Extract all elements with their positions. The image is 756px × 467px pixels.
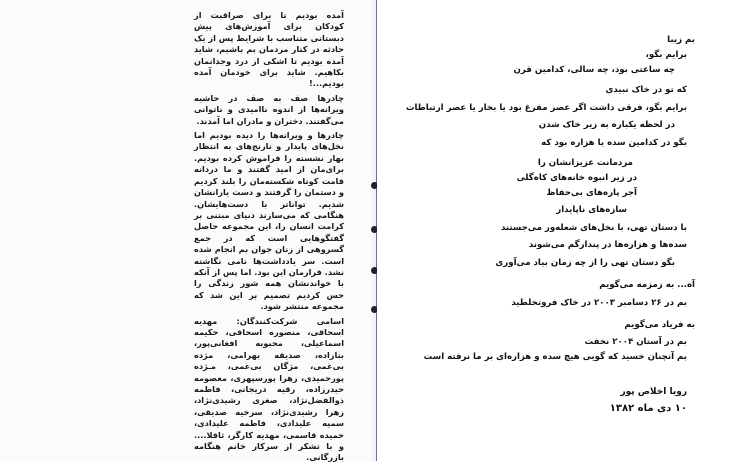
author-signature: رویا اخلاص پور [620,387,687,397]
poem-line: بم در آستان ۲۰۰۴ نخفت [584,337,687,347]
poem-line: مردمانت عزیزانشان را [537,158,633,168]
poem-line: در لحظه یکباره به زیر خاک شدن [538,120,675,130]
poem-line: به فریاد می‌گویم [624,320,695,330]
poem-line: بگو دستان تهی را از چه زمان بیاد می‌آوری [495,258,675,268]
poem-line: آجر پاره‌های بی‌حفاظ [546,188,637,198]
poem-line: بگو در کدامین سده یا هزاره بود که [541,138,687,148]
palms-paragraph: چادرها و ویرانه‌ها را دیده بودیم اما نخل‌های پایدار و نارنج‌های به انتظار بهار نشسته را فراموش کرده بودیم. برای‌مان از امید گفتند و ما دردانه قامت کوتاه شکسته‌مان را بلند کردیم و دستمان را گرفتند و دست یارانشان شدیم. تواناتر با دست‌هایشان. هنگامی که می‌سازند دنیای مبتنی بر کرامت انسان را، این مجموعه حاصل گفتگوهایی است که در جمع گسروهی از زنان جوان بم انجام شده است. سر یادداشت‌ها نامی نگاشته نشد. قرارمان این بود. اما پس از آنکه با خواندنشان همه شور زندگی را حس کردیم تصمیم بر این شد که مجموعه منتشر شود. [194,130,344,312]
left-page-text [194,10,344,467]
poem-line: برایم بگو، [645,50,687,60]
poem-line: آه... به زمزمه می‌گویم [599,280,695,290]
poem-line: بم زیبا [667,35,695,45]
poem [395,35,695,445]
poem-line: سده‌ها و هزاره‌ها در پندارگم می‌شوند [528,240,687,250]
poem-line: در زیر انبوه خانه‌های کاه‌گلی [516,173,637,183]
participants-paragraph: اسامی شرکت‌کنندگان: مهدیه اسحاقی، منصوره اسحاقی، حکیمه اسماعیلی، محبوبه افغانی‌پور، بنازاده، صدیقه بهرامی، مژده بی‌غمی، مژگان بی‌غمی، مـژده پورحمیدی، زهرا پورسپهری، معصومه حیدرزاده، رقیه دریجانی، فاطمه ذوالفضل‌نژاد، صغری رشیدی‌نژاد، زهرا رشیدی‌نژاد، سرخیه صدیقی، سمیه علیدادی، فاطمه علیدادی، حمیده قاسمی، مهدیه کارگر، ثاقلا.... و با تشکر از سرکار خانم هنگامه بازرگانی. [194,315,344,463]
signature-date: ۱۰ دی ماه ۱۳۸۲ [609,403,687,414]
left-page [0,0,377,461]
poem-line: برایم بگو، فرقی داشت اگر عصر مفرغ بود یا بخار یا عصر ارتباطات [405,103,687,113]
poem-line: با دستان تهی، با نخل‌های شعله‌ور می‌جستند [500,223,687,233]
poem-line: بم آنچنان خسید که گویی هیچ سده و هزاره‌ای بر ما نرفته است [423,352,687,362]
poem-line: چه ساعتی بود، چه سالی، کدامین قرن [513,65,675,75]
poem-line: سازه‌های ناپایدار [556,205,627,215]
tents-paragraph: چادرها صف به صف در حاشیه ویرانه‌ها از اندوه ناامیدی و ناتوانی می‌گفتند. دختران و مادران اما آمدند. [194,92,344,126]
poem-line: بم در ۲۶ دسامبر ۲۰۰۳ در خاک فروتخلطید [511,298,687,308]
poem-line: که تو در خاک نبیدی [605,85,687,95]
intro-paragraph: آمده بودیم تا برای صراقبت از کودکان برای آموزش‌های پیش دبستانی متناسب با شرایط پس از یک حادثه در کنار مردمان بم باشیم، شاید آمده بودیم تا اشکی از درد وجدانمان بکاهیم. شاید برای خودمان آمده بودیم...! [194,10,344,89]
